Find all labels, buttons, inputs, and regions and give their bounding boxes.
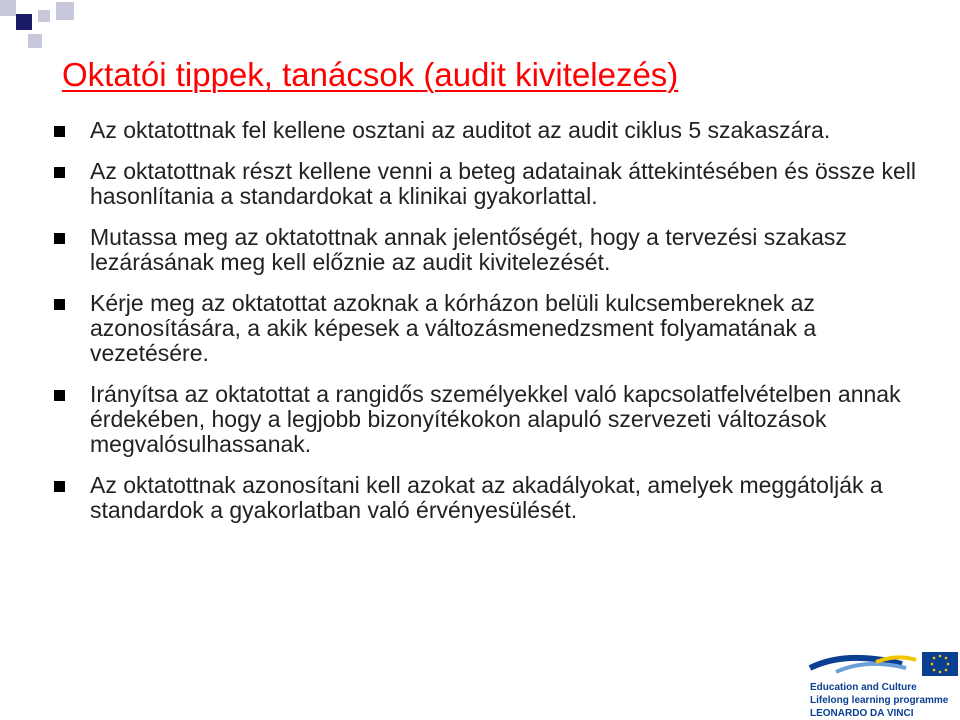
bullet-text: Az oktatottnak fel kellene osztani az auditot az audit ciklus 5 szakaszára. [90,117,831,143]
logo-line-1: Education and Culture [810,682,917,693]
eu-flag-icon [806,648,960,680]
bullet-item [50,291,930,366]
bullet-item [50,382,930,457]
square-bullet-icon [54,390,65,401]
square-bullet-icon [54,299,65,310]
bullet-item [50,473,930,523]
square-bullet-icon [54,167,65,178]
bullet-text: Az oktatottnak részt kellene venni a beteg adatainak áttekintésében és össze kell hasonlítania a standardokat a klinikai gyakorlattal. [90,158,916,209]
logo-line-2: Lifelong learning programme [810,695,949,706]
logo-line-3: LEONARDO DA VINCI [810,708,914,719]
bullet-text: Mutassa meg az oktatottnak annak jelentőségét, hogy a tervezési szakasz lezárásának meg kell előznie az audit kivitelezését. [90,224,847,275]
bullet-text: Az oktatottnak azonosítani kell azokat az akadályokat, amelyek meggátolják a standardok a gyakorlatban való érvényesülését. [90,472,883,523]
bullet-text: Kérje meg az oktatottat azoknak a kórházon belüli kulcsembereknek az azonosítására, a akik képesek a változásmenedzsment folyamatának a vezetésére. [90,290,817,366]
bullet-item [50,225,930,275]
square-bullet-icon [54,126,65,137]
bullet-item [50,159,930,209]
eu-lifelong-learning-logo [806,648,960,720]
corner-decoration [0,0,80,60]
bullet-item [50,118,930,143]
bullet-list [50,118,930,539]
square-bullet-icon [54,233,65,244]
square-bullet-icon [54,481,65,492]
bullet-text: Irányítsa az oktatottat a rangidős személyekkel való kapcsolatfelvételben annak érdekében, hogy a legjobb bizonyítékokon alapuló szervezeti változások megvalósulhassanak. [90,381,901,457]
slide-title: Oktatói tippek, tanácsok (audit kivitelezés) [62,56,679,93]
